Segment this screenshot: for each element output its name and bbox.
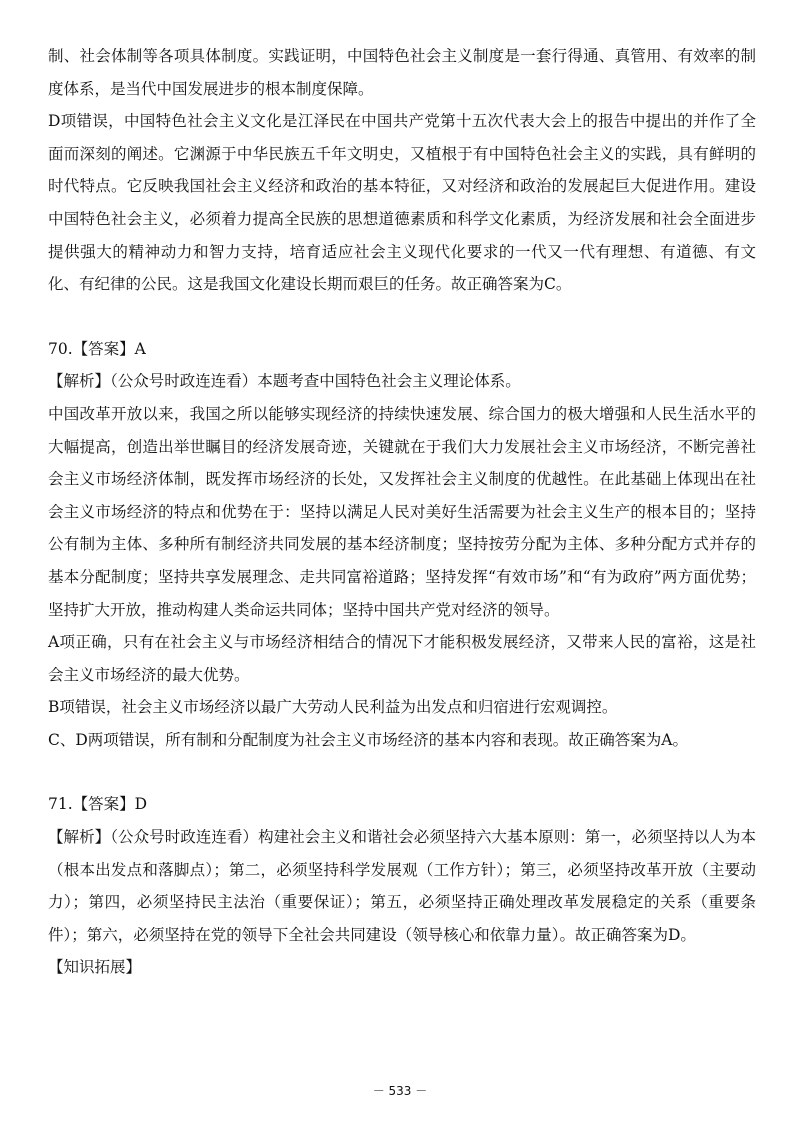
q71-answer: 71.【答案】D xyxy=(48,795,148,814)
q71-extension-heading: 【知识拓展】 xyxy=(48,958,142,977)
q70-option-b: B项错误，社会主义市场经济以最广大劳动人民利益为出发点和归宿进行宏观调控。 xyxy=(48,698,618,717)
paragraph-option-d: D项错误，中国特色社会主义文化是江泽民在中国共产党第十五次代表大会上的报告中提出的并作了全面而深刻的阐述。它渊源于中华民族五千年文明史，又植根于有中国特色社会主义的实践，具有鲜明的时代特点。它反映我国社会主义经济和政治的基本特征，又对经济和政治的发展起巨大促进作用。建设中国特色社会主义，必须着力提高全民族的思想道德素质和科学文化素质，为经济发展和社会全面进步提供强大的精神动力和智力支持，培育适应社会主义现代化要求的一代又一代有理想、有道德、有文化、有纪律的公民。这是我国文化建设长期而艰巨的任务。故正确答案为C。 xyxy=(48,112,756,294)
q70-paragraph-main: 中国改革开放以来，我国之所以能够实现经济的持续快速发展、综合国力的极大增强和人民生活水平的大幅提高，创造出举世瞩目的经济发展奇迹，关键就在于我们大力发展社会主义市场经济，不断完善社会主义市场经济体制，既发挥市场经济的长处，又发挥社会主义制度的优越性。在此基础上体现出在社会主义市场经济的特点和优势在于：坚持以满足人民对美好生活需要为社会主义生产的根本目的；坚持公有制为主体、多种所有制经济共同发展的基本经济制度；坚持按劳分配为主体、多种分配方式并存的基本分配制度；坚持共享发展理念、走共同富裕道路；坚持发挥“有效市场”和“有为政府”两方面优势；坚持扩大开放，推动构建人类命运共同体；坚持中国共产党对经济的领导。 xyxy=(48,404,756,619)
q70-option-a: A项正确，只有在社会主义与市场经济相结合的情况下才能积极发展经济，又带来人民的富裕，这是社会主义市场经济的最大优势。 xyxy=(48,633,756,684)
paragraph-continued: 制、社会体制等各项具体制度。实践证明，中国特色社会主义制度是一套行得通、真管用、有效率的制度体系，是当代中国发展进步的根本制度保障。 xyxy=(48,47,756,98)
spacer xyxy=(48,301,756,333)
q70-analysis: 【解析】（公众号时政连连看）本题考查中国特色社会主义理论体系。 xyxy=(48,372,521,391)
q71-analysis: 【解析】（公众号时政连连看）构建社会主义和谐社会必须坚持六大基本原则：第一，必须坚持以人为本（根本出发点和落脚点）；第二，必须坚持科学发展观（工作方针）；第三，必须坚持改革开放（主要动力）；第四，必须坚持民主法治（重要保证）；第五，必须坚持正确处理改革发展稳定的关系（重要条件）；第六，必须坚持在党的领导下全社会共同建设（领导核心和依靠力量）。故正确答案为D。 xyxy=(48,828,756,944)
q70-answer: 70.【答案】A xyxy=(48,339,146,358)
page-number: － 533 － xyxy=(372,1084,428,1098)
spacer xyxy=(48,756,756,788)
q70-option-cd: C、D两项错误，所有制和分配制度为社会主义市场经济的基本内容和表现。故正确答案为A。 xyxy=(48,730,688,749)
document-body xyxy=(48,40,756,984)
